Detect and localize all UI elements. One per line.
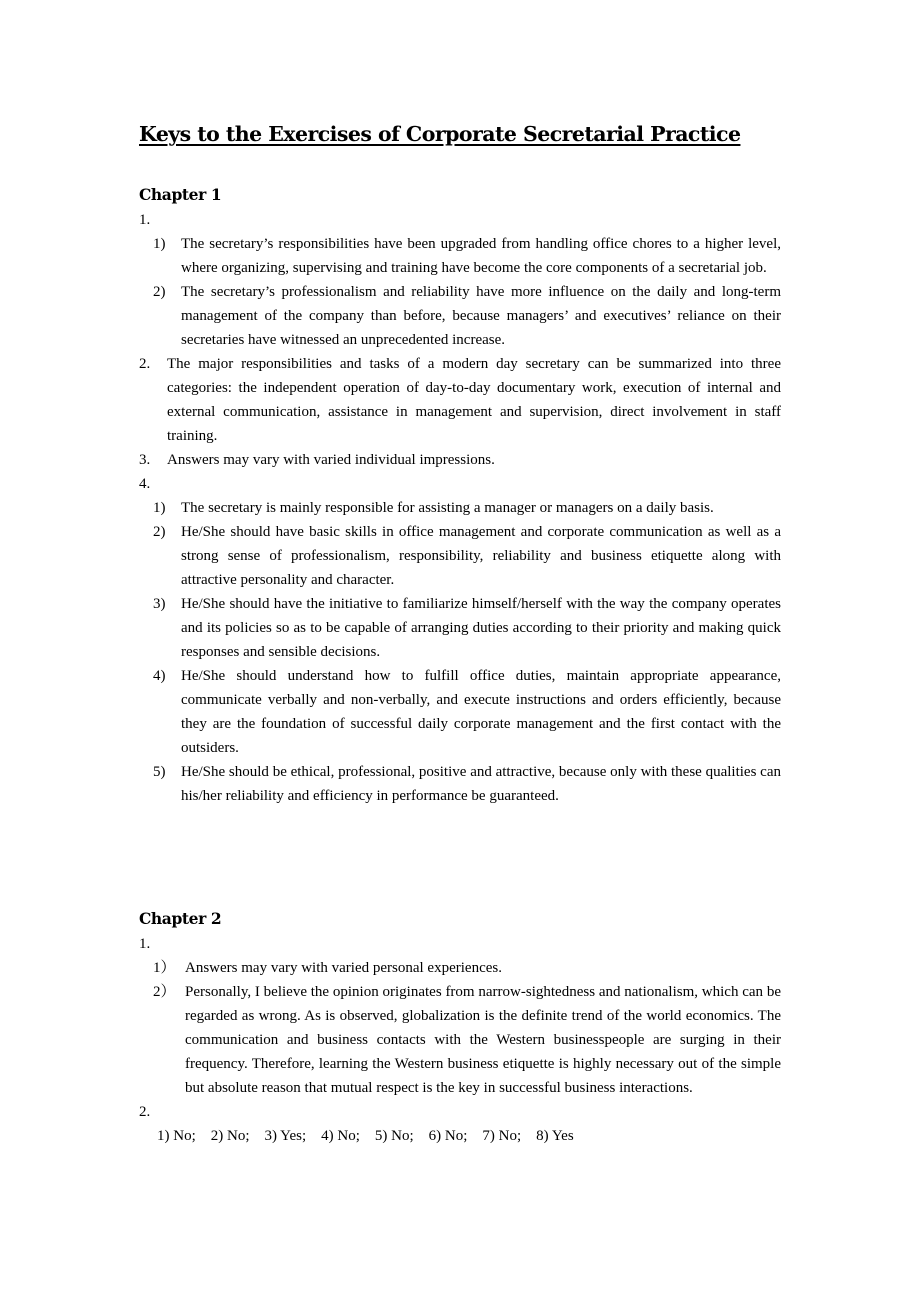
item-number: 2） (153, 984, 176, 1000)
question-number: 1. (139, 936, 151, 952)
answer-item (139, 956, 781, 980)
item-text: The secretary’s responsibilities have been upgraded from handling office chores to a higher level, where organizing, supervising and training have become the core components of a secretarial job. (181, 236, 781, 276)
item-text: He/She should have basic skills in office management and corporate communication as well as a strong sense of professionalism, responsibility, reliability and business etiquette along with attractive personality and character. (181, 524, 781, 588)
item-number: 1) (153, 236, 166, 252)
question-number: 2. (139, 1104, 151, 1120)
chapter-1-content (139, 208, 781, 808)
question-number: 2. (139, 356, 151, 372)
chapter-2-content (139, 932, 781, 1148)
answer-item (139, 280, 781, 352)
chapter-1-heading: Chapter 1 (139, 185, 222, 204)
item-text: Personally, I believe the opinion originates from narrow-sightedness and nationalism, which can be regarded as wrong. As is observed, globalization is the definite trend of the world economics. The communication and business contacts with the Western businesspeople are surging in their frequency. Therefore, learning the Western business etiquette is highly necessary out of the simple but absolute reason that mutual respect is the key in successful business interactions. (185, 984, 781, 1096)
item-text: Answers may vary with varied personal experiences. (185, 960, 502, 976)
item-text: He/She should have the initiative to familiarize himself/herself with the way the company operates and its policies so as to be capable of arranging duties according to their priority and making quick responses and sensible decisions. (181, 596, 781, 660)
question-4 (139, 472, 781, 496)
answer-item (139, 496, 781, 520)
question-2 (139, 1100, 781, 1124)
question-1 (139, 932, 781, 956)
question-3 (139, 448, 781, 472)
item-number: 1) (153, 500, 166, 516)
item-text: The secretary’s professionalism and reliability have more influence on the daily and long-term management of the company than before, because managers’ and executives’ reliance on their secretaries have witnessed an unprecedented increase. (181, 284, 781, 348)
answer-item (139, 760, 781, 808)
answer-item (139, 664, 781, 760)
answer-item (139, 232, 781, 280)
document-title: Keys to the Exercises of Corporate Secretarial Practice (139, 122, 741, 146)
question-2 (139, 352, 781, 448)
item-number: 4) (153, 668, 166, 684)
answer-item (139, 980, 781, 1100)
question-text: The major responsibilities and tasks of a modern day secretary can be summarized into three categories: the independent operation of day-to-day documentary work, execution of internal and external communication, assistance in management and supervision, direct involvement in staff training. (167, 356, 781, 444)
item-number: 5) (153, 764, 166, 780)
item-text: The secretary is mainly responsible for assisting a manager or managers on a daily basis. (181, 500, 714, 516)
question-number: 3. (139, 452, 151, 468)
item-number: 1） (153, 960, 176, 976)
item-number: 3) (153, 596, 166, 612)
question-number: 4. (139, 476, 151, 492)
answer-item (139, 520, 781, 592)
question-text: Answers may vary with varied individual impressions. (167, 452, 495, 468)
item-number: 2) (153, 284, 166, 300)
question-1 (139, 208, 781, 232)
item-text: He/She should understand how to fulfill office duties, maintain appropriate appearance, communicate verbally and non-verbally, and execute instructions and orders efficiently, because they are the foundation of successful daily corporate management and the first contact with the outsiders. (181, 668, 781, 756)
item-text: He/She should be ethical, professional, positive and attractive, because only with these qualities can his/her reliability and efficiency in performance be guaranteed. (181, 764, 781, 804)
yes-no-answers: 1) No; 2) No; 3) Yes; 4) No; 5) No; 6) No; 7) No; 8) Yes (157, 1128, 574, 1144)
question-number: 1. (139, 212, 151, 228)
item-number: 2) (153, 524, 166, 540)
chapter-2-heading: Chapter 2 (139, 909, 222, 928)
answer-item (139, 592, 781, 664)
